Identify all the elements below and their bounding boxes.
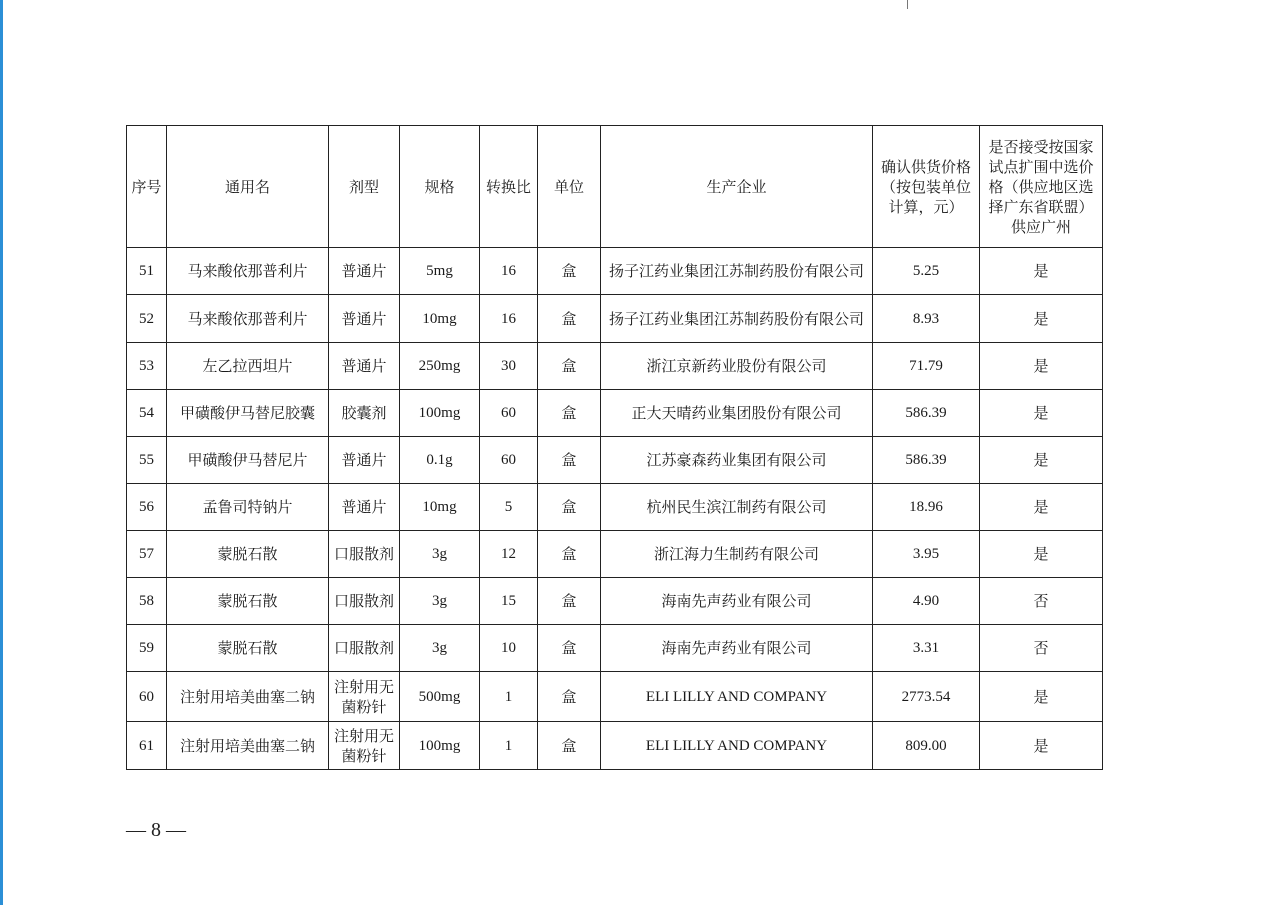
cell-unit: 盒 bbox=[538, 437, 601, 484]
cell-spec: 10mg bbox=[400, 295, 480, 343]
cell-conversion-ratio: 5 bbox=[480, 484, 538, 531]
cell-manufacturer: 扬子江药业集团江苏制药股份有限公司 bbox=[601, 295, 873, 343]
cell-spec: 250mg bbox=[400, 343, 480, 390]
table-row bbox=[127, 343, 1103, 390]
cell-price: 71.79 bbox=[873, 343, 980, 390]
cell-manufacturer: ELI LILLY AND COMPANY bbox=[601, 672, 873, 722]
cell-spec: 3g bbox=[400, 578, 480, 625]
cell-seq: 55 bbox=[127, 437, 167, 484]
table-row bbox=[127, 437, 1103, 484]
cell-seq: 61 bbox=[127, 722, 167, 770]
cell-price: 8.93 bbox=[873, 295, 980, 343]
cell-dosage-form: 普通片 bbox=[329, 248, 400, 295]
cell-dosage-form: 胶囊剂 bbox=[329, 390, 400, 437]
cell-price: 809.00 bbox=[873, 722, 980, 770]
cell-generic-name: 孟鲁司特钠片 bbox=[167, 484, 329, 531]
cell-seq: 51 bbox=[127, 248, 167, 295]
table-body bbox=[127, 248, 1103, 770]
cell-accept: 是 bbox=[980, 437, 1103, 484]
cell-accept: 是 bbox=[980, 248, 1103, 295]
cell-seq: 58 bbox=[127, 578, 167, 625]
cell-dosage-form: 注射用无菌粉针 bbox=[329, 722, 400, 770]
table-row bbox=[127, 722, 1103, 770]
cell-generic-name: 甲磺酸伊马替尼片 bbox=[167, 437, 329, 484]
table-row bbox=[127, 248, 1103, 295]
cell-seq: 59 bbox=[127, 625, 167, 672]
header-accept: 是否接受按国家试点扩围中选价格（供应地区选择广东省联盟）供应广州 bbox=[980, 126, 1103, 248]
page-left-edge bbox=[0, 0, 3, 905]
cell-generic-name: 蒙脱石散 bbox=[167, 578, 329, 625]
cell-conversion-ratio: 10 bbox=[480, 625, 538, 672]
cell-accept: 是 bbox=[980, 484, 1103, 531]
drug-price-table bbox=[126, 125, 1103, 770]
cell-unit: 盒 bbox=[538, 343, 601, 390]
cell-seq: 60 bbox=[127, 672, 167, 722]
cell-unit: 盒 bbox=[538, 625, 601, 672]
cell-unit: 盒 bbox=[538, 248, 601, 295]
cell-conversion-ratio: 12 bbox=[480, 531, 538, 578]
cell-accept: 否 bbox=[980, 578, 1103, 625]
header-ratio: 转换比 bbox=[480, 126, 538, 248]
cell-unit: 盒 bbox=[538, 578, 601, 625]
header-form: 剂型 bbox=[329, 126, 400, 248]
cell-unit: 盒 bbox=[538, 531, 601, 578]
header-seq: 序号 bbox=[127, 126, 167, 248]
cell-conversion-ratio: 16 bbox=[480, 248, 538, 295]
cell-seq: 53 bbox=[127, 343, 167, 390]
header-spec: 规格 bbox=[400, 126, 480, 248]
table-row bbox=[127, 672, 1103, 722]
cell-dosage-form: 普通片 bbox=[329, 295, 400, 343]
cell-manufacturer: 江苏豪森药业集团有限公司 bbox=[601, 437, 873, 484]
cell-accept: 否 bbox=[980, 625, 1103, 672]
cell-generic-name: 甲磺酸伊马替尼胶囊 bbox=[167, 390, 329, 437]
cell-manufacturer: 浙江京新药业股份有限公司 bbox=[601, 343, 873, 390]
cell-spec: 3g bbox=[400, 625, 480, 672]
cell-manufacturer: 正大天晴药业集团股份有限公司 bbox=[601, 390, 873, 437]
cell-unit: 盒 bbox=[538, 672, 601, 722]
header-name: 通用名 bbox=[167, 126, 329, 248]
cell-price: 586.39 bbox=[873, 437, 980, 484]
cell-dosage-form: 普通片 bbox=[329, 437, 400, 484]
cell-unit: 盒 bbox=[538, 484, 601, 531]
cell-manufacturer: 浙江海力生制药有限公司 bbox=[601, 531, 873, 578]
cell-dosage-form: 口服散剂 bbox=[329, 625, 400, 672]
cell-price: 5.25 bbox=[873, 248, 980, 295]
cell-price: 18.96 bbox=[873, 484, 980, 531]
header-price: 确认供货价格（按包装单位计算，元） bbox=[873, 126, 980, 248]
cell-generic-name: 蒙脱石散 bbox=[167, 625, 329, 672]
table-header-row bbox=[127, 126, 1103, 248]
cell-dosage-form: 注射用无菌粉针 bbox=[329, 672, 400, 722]
cell-unit: 盒 bbox=[538, 722, 601, 770]
cell-manufacturer: 杭州民生滨江制药有限公司 bbox=[601, 484, 873, 531]
cell-accept: 是 bbox=[980, 343, 1103, 390]
cell-price: 2773.54 bbox=[873, 672, 980, 722]
cell-manufacturer: 海南先声药业有限公司 bbox=[601, 625, 873, 672]
cell-dosage-form: 普通片 bbox=[329, 484, 400, 531]
cell-conversion-ratio: 1 bbox=[480, 672, 538, 722]
cell-conversion-ratio: 60 bbox=[480, 437, 538, 484]
cell-generic-name: 注射用培美曲塞二钠 bbox=[167, 672, 329, 722]
table-row bbox=[127, 625, 1103, 672]
cell-seq: 57 bbox=[127, 531, 167, 578]
cell-spec: 10mg bbox=[400, 484, 480, 531]
cell-price: 4.90 bbox=[873, 578, 980, 625]
cell-dosage-form: 口服散剂 bbox=[329, 578, 400, 625]
cell-conversion-ratio: 1 bbox=[480, 722, 538, 770]
cell-conversion-ratio: 16 bbox=[480, 295, 538, 343]
cell-manufacturer: ELI LILLY AND COMPANY bbox=[601, 722, 873, 770]
cell-seq: 56 bbox=[127, 484, 167, 531]
cell-spec: 0.1g bbox=[400, 437, 480, 484]
cell-accept: 是 bbox=[980, 672, 1103, 722]
scan-mark bbox=[907, 0, 908, 9]
cell-manufacturer: 海南先声药业有限公司 bbox=[601, 578, 873, 625]
page-number: — 8 — bbox=[126, 819, 186, 841]
cell-spec: 100mg bbox=[400, 390, 480, 437]
table-row bbox=[127, 531, 1103, 578]
cell-conversion-ratio: 15 bbox=[480, 578, 538, 625]
cell-seq: 52 bbox=[127, 295, 167, 343]
header-unit: 单位 bbox=[538, 126, 601, 248]
cell-spec: 500mg bbox=[400, 672, 480, 722]
cell-price: 3.31 bbox=[873, 625, 980, 672]
cell-spec: 5mg bbox=[400, 248, 480, 295]
cell-unit: 盒 bbox=[538, 295, 601, 343]
cell-accept: 是 bbox=[980, 531, 1103, 578]
table-row bbox=[127, 295, 1103, 343]
table-row bbox=[127, 578, 1103, 625]
cell-generic-name: 注射用培美曲塞二钠 bbox=[167, 722, 329, 770]
table-row bbox=[127, 484, 1103, 531]
cell-generic-name: 左乙拉西坦片 bbox=[167, 343, 329, 390]
cell-dosage-form: 口服散剂 bbox=[329, 531, 400, 578]
cell-generic-name: 马来酸依那普利片 bbox=[167, 295, 329, 343]
cell-generic-name: 蒙脱石散 bbox=[167, 531, 329, 578]
cell-spec: 100mg bbox=[400, 722, 480, 770]
cell-dosage-form: 普通片 bbox=[329, 343, 400, 390]
cell-conversion-ratio: 30 bbox=[480, 343, 538, 390]
cell-accept: 是 bbox=[980, 722, 1103, 770]
cell-accept: 是 bbox=[980, 390, 1103, 437]
cell-seq: 54 bbox=[127, 390, 167, 437]
cell-unit: 盒 bbox=[538, 390, 601, 437]
cell-manufacturer: 扬子江药业集团江苏制药股份有限公司 bbox=[601, 248, 873, 295]
cell-price: 3.95 bbox=[873, 531, 980, 578]
header-maker: 生产企业 bbox=[601, 126, 873, 248]
table-row bbox=[127, 390, 1103, 437]
cell-conversion-ratio: 60 bbox=[480, 390, 538, 437]
cell-spec: 3g bbox=[400, 531, 480, 578]
cell-price: 586.39 bbox=[873, 390, 980, 437]
cell-generic-name: 马来酸依那普利片 bbox=[167, 248, 329, 295]
cell-accept: 是 bbox=[980, 295, 1103, 343]
